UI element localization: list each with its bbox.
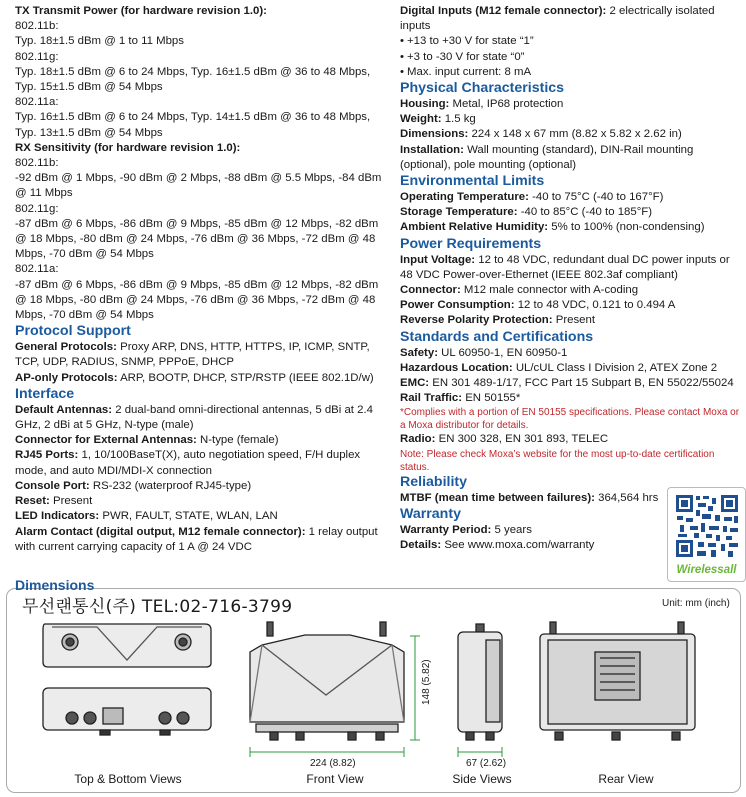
hazardous-value: UL/cUL Class I Division 2, ATEX Zone 2 [515, 361, 718, 374]
interface-heading: Interface [15, 385, 75, 402]
rail-footnote: *Complies with a portion of EN 50155 specifications. Please contact Moxa or a Moxa distributor for details. [400, 407, 740, 432]
tx-11a-value: Typ. 16±1.5 dBm @ 6 to 24 Mbps, Typ. 14±1.5 dBm @ 36 to 48 Mbps, Typ. 13±1.5 dBm @ 54 Mbps [15, 111, 371, 139]
general-protocols-row [15, 340, 383, 370]
installation-value: Wall mounting (standard), DIN-Rail mounting (optional), pole mounting (optional) [400, 143, 694, 171]
console-row [15, 479, 383, 494]
installation-label: Installation: [400, 143, 464, 156]
input-voltage-value: 12 to 48 VDC, redundant dual DC power inputs or 48 VDC Power-over-Ethernet (IEEE 802.3af compliant) [400, 253, 730, 281]
power-consumption-label: Power Consumption: [400, 299, 515, 312]
dimensions-heading: Dimensions [15, 577, 95, 593]
power-consumption-value: 12 to 48 VDC, 0.121 to 0.494 A [517, 299, 676, 312]
rx-11b-value: -92 dBm @ 1 Mbps, -90 dBm @ 2 Mbps, -88 dBm @ 5.5 Mbps, -84 dBm @ 11 Mbps [15, 172, 382, 200]
ap-protocols-value: ARP, BOOTP, DHCP, STP/RSTP (IEEE 802.1D/w) [120, 371, 374, 384]
power-consumption-row [400, 298, 740, 313]
housing-row [400, 97, 740, 112]
physical-heading: Physical Characteristics [400, 80, 565, 97]
dimensions-row [400, 127, 740, 142]
console-value: RS-232 (waterproof RJ45-type) [92, 479, 252, 492]
warranty-details-value: See www.moxa.com/warranty [444, 539, 595, 552]
rail-row [400, 391, 740, 406]
digital-inputs-value: 2 electrically isolated inputs [400, 5, 715, 33]
reliability-heading: Reliability [400, 473, 468, 490]
certification-note: Note: Please check Moxa’s website for the most up-to-date certification status. [400, 448, 715, 473]
weight-value: 1.5 kg [444, 113, 476, 126]
mtbf-value: 364,564 hrs [598, 491, 659, 504]
hazardous-row [400, 361, 740, 376]
mtbf-label: MTBF (mean time between failures): [400, 491, 595, 504]
power-connector-row [400, 283, 740, 298]
rj45-label: RJ45 Ports: [15, 449, 79, 462]
antennas-value: 2 dual-band omni-directional antennas, 5 dBi at 2.4 GHz, 2 dBi at 5 GHz, N-type (male) [15, 403, 373, 432]
dimensions-panel [6, 588, 741, 793]
digital-inputs-row [400, 4, 740, 34]
input-voltage-label: Input Voltage: [400, 253, 476, 266]
warranty-details-label: Details: [400, 539, 442, 552]
rx-11a-value: -87 dBm @ 6 Mbps, -86 dBm @ 9 Mbps, -85 dBm @ 12 Mbps, -82 dBm @ 18 Mbps, -80 dBm @ 24 Mbps, -76 dBm @ 36 Mbps, -72 dBm @ 48 Mbps, -70 dBm @ 54 Mbps [15, 278, 379, 322]
rj45-row [15, 448, 383, 478]
power-heading: Power Requirements [400, 235, 542, 252]
antennas-label: Default Antennas: [15, 403, 113, 416]
weight-label: Weight: [400, 113, 442, 126]
antennas-row [15, 403, 383, 433]
warranty-heading: Warranty [400, 505, 461, 522]
housing-value: Metal, IP68 protection [452, 98, 564, 111]
qr-brand-label: Wirelessall [676, 564, 737, 576]
emc-row [400, 376, 740, 391]
emc-value: EN 301 489-1/17, FCC Part 15 Subpart B, EN 55022/55024 [432, 377, 734, 390]
front-width-text: 224 (8.82) [310, 758, 356, 769]
input-voltage-row [400, 253, 740, 283]
rx-11g-value: -87 dBm @ 6 Mbps, -86 dBm @ 9 Mbps, -85 dBm @ 12 Mbps, -82 dBm @ 18 Mbps, -80 dBm @ 24 Mbps, -76 dBm @ 36 Mbps, -72 dBm @ 48 Mbps, -70 dBm @ 54 Mbps [15, 217, 379, 261]
rail-label: Rail Traffic: [400, 392, 463, 405]
safety-row [400, 346, 740, 361]
op-temp-row [400, 190, 740, 205]
op-temp-value: -40 to 75°C (-40 to 167°F) [532, 191, 664, 204]
housing-label: Housing: [400, 98, 450, 111]
alarm-value: 1 relay output with current carrying capacity of 1 A @ 24 VDC [15, 525, 378, 553]
humidity-value: 5% to 100% (non-condensing) [551, 221, 705, 234]
warranty-period-value: 5 years [494, 523, 532, 536]
emc-label: EMC: [400, 377, 430, 390]
reset-row [15, 494, 383, 509]
tx-11b-label: 802.11b: [15, 20, 59, 33]
installation-row [400, 143, 740, 173]
caption-side: Side Views [452, 772, 512, 786]
caption-front: Front View [306, 772, 364, 786]
humidity-row [400, 220, 740, 235]
caption-rear: Rear View [598, 772, 654, 786]
storage-temp-value: -40 to 85°C (-40 to 185°F) [520, 206, 653, 219]
led-row [15, 509, 383, 524]
reverse-polarity-label: Reverse Polarity Protection: [400, 314, 553, 327]
console-label: Console Port: [15, 479, 90, 492]
di-bullet-1: • +13 to +30 V for state “1” [400, 34, 740, 49]
hazardous-label: Hazardous Location: [400, 361, 513, 374]
warranty-period-label: Warranty Period: [400, 523, 492, 536]
front-height-text: 148 (5.82) [421, 659, 432, 705]
digital-inputs-label: Digital Inputs (M12 female connector): [400, 5, 607, 17]
storage-temp-row [400, 205, 740, 220]
storage-temp-label: Storage Temperature: [400, 206, 518, 219]
rx-11g-label: 802.11g: [15, 202, 59, 215]
tx-11b-value: Typ. 18±1.5 dBm @ 1 to 11 Mbps [15, 35, 184, 48]
tx-11g-label: 802.11g: [15, 50, 59, 63]
weight-row [400, 112, 740, 127]
safety-value: UL 60950-1, EN 60950-1 [441, 346, 568, 359]
rj45-value: 1, 10/100BaseT(X), auto negotiation speed, F/H duplex mode, and auto MDI/MDI-X connection [15, 449, 361, 477]
qr-code-icon [668, 488, 745, 566]
radio-label: Radio: [400, 433, 436, 446]
reset-value: Present [53, 495, 93, 508]
dimensions-value: 224 x 148 x 67 mm (8.82 x 5.82 x 2.62 in) [471, 128, 682, 141]
ext-antenna-row [15, 433, 383, 448]
rx-11a-label: 802.11a: [15, 263, 59, 276]
op-temp-label: Operating Temperature: [400, 191, 529, 204]
dimensions-label: Dimensions: [400, 128, 469, 141]
di-bullet-3: • Max. input current: 8 mA [400, 65, 740, 80]
power-connector-label: Connector: [400, 284, 461, 297]
qr-code-badge[interactable] [667, 487, 746, 582]
radio-row [400, 432, 740, 447]
di-bullet-2: • +3 to -30 V for state “0” [400, 50, 740, 65]
reverse-polarity-value: Present [555, 314, 595, 327]
left-spec-column [15, 4, 383, 555]
general-protocols-value: Proxy ARP, DNS, HTTP, HTTPS, IP, ICMP, SNTP, TCP, UDP, RADIUS, SNMP, PPPoE, DHCP [15, 341, 370, 369]
protocol-support-heading: Protocol Support [15, 323, 131, 340]
alarm-label: Alarm Contact (digital output, M12 female connector): [15, 525, 306, 538]
caption-top-bottom: Top & Bottom Views [74, 772, 182, 786]
ext-antenna-label: Connector for External Antennas: [15, 434, 197, 447]
safety-label: Safety: [400, 346, 438, 359]
rx-sensitivity-title: RX Sensitivity (for hardware revision 1.0): [15, 141, 241, 154]
led-label: LED Indicators: [15, 510, 100, 523]
right-spec-column [400, 4, 740, 553]
tx-11a-label: 802.11a: [15, 96, 59, 109]
tx-power-title: TX Transmit Power (for hardware revision 1.0): [15, 5, 267, 17]
radio-value: EN 300 328, EN 301 893, TELEC [438, 433, 609, 446]
alarm-row [15, 525, 383, 555]
humidity-label: Ambient Relative Humidity: [400, 221, 549, 234]
rx-11b-label: 802.11b: [15, 157, 59, 170]
ap-protocols-row [15, 371, 383, 386]
contact-line: 무선랜통신(주) TEL:02-716-3799 [22, 597, 293, 617]
ap-protocols-label: AP-only Protocols: [15, 371, 118, 384]
reset-label: Reset: [15, 495, 50, 508]
unit-label: Unit: mm (inch) [662, 598, 730, 609]
tx-11g-value: Typ. 18±1.5 dBm @ 6 to 24 Mbps, Typ. 16±1.5 dBm @ 36 to 48 Mbps, Typ. 15±1.5 dBm @ 54 Mbps [15, 65, 371, 94]
reverse-polarity-row [400, 313, 740, 328]
environmental-heading: Environmental Limits [400, 173, 545, 190]
ext-antenna-value: N-type (female) [200, 434, 279, 447]
side-depth-text: 67 (2.62) [466, 758, 507, 769]
power-connector-value: M12 male connector with A-coding [463, 284, 639, 297]
general-protocols-label: General Protocols: [15, 341, 117, 354]
led-value: PWR, FAULT, STATE, WLAN, LAN [102, 510, 278, 523]
rail-value: EN 50155* [465, 392, 521, 405]
standards-heading: Standards and Certifications [400, 328, 594, 345]
